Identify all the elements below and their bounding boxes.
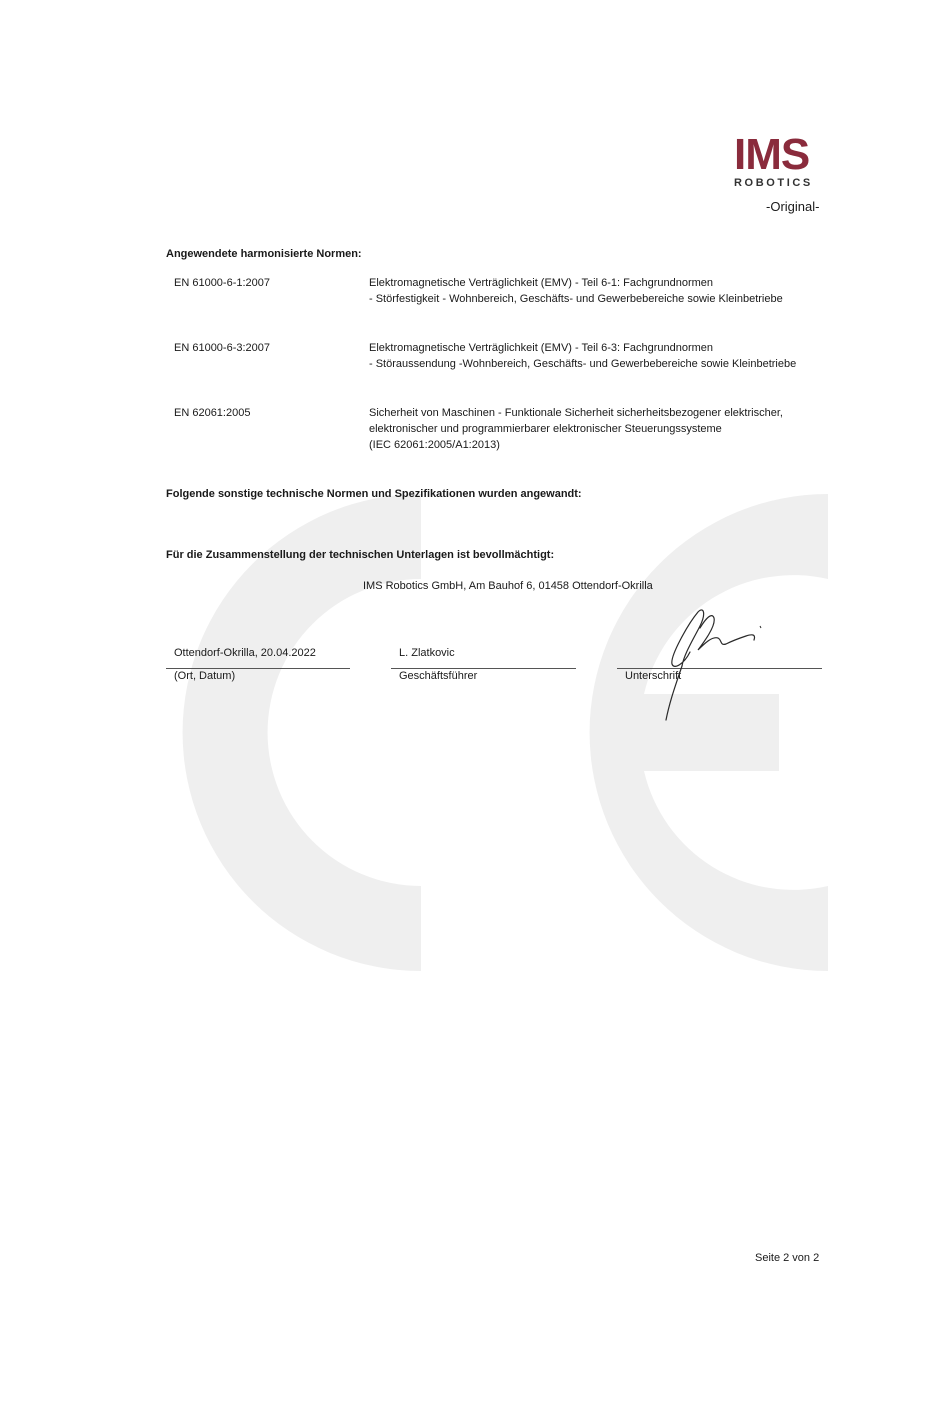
company-address: IMS Robotics GmbH, Am Bauhof 6, 01458 Ottendorf-Okrilla [363,580,653,592]
page-number: Seite 2 von 2 [755,1252,820,1264]
signatory-name: L. Zlatkovic [399,647,455,659]
norm-code: EN 62061:2005 [174,407,251,419]
other-norms-heading: Folgende sonstige technische Normen und Spezifikationen wurden angewandt: [166,488,582,500]
place-date-line [166,668,350,669]
norm-description [369,275,839,307]
norm-description-line: Sicherheit von Maschinen - Funktionale Sicherheit sicherheitsbezogener elektrischer, [369,407,783,419]
norm-description-line: Elektromagnetische Verträglichkeit (EMV) - Teil 6-1: Fachgrundnormen [369,277,714,289]
place-date: Ottendorf-Okrilla, 20.04.2022 [174,647,316,659]
norm-code: EN 61000-6-1:2007 [174,277,271,289]
norm-description [369,340,839,372]
original-label: -Original- [766,199,820,214]
handwritten-signature [660,604,770,722]
signature-caption: Unterschrift [625,670,682,682]
place-date-caption: (Ort, Datum) [174,670,236,682]
norm-description-line: - Störfestigkeit - Wohnbereich, Geschäfts- und Gewerbebereiche sowie Kleinbetriebe [369,293,783,305]
documentation-heading: Für die Zusammenstellung der technischen Unterlagen ist bevollmächtigt: [166,549,555,561]
signatory-role-caption: Geschäftsführer [399,670,478,682]
norm-description-line: Elektromagnetische Verträglichkeit (EMV) - Teil 6-3: Fachgrundnormen [369,342,714,354]
signatory-name-line [391,668,576,669]
logo-main-text: IMS [734,130,810,179]
norm-description [369,405,839,453]
logo-sub-text: ROBOTICS [734,177,813,189]
norm-description-line: - Störaussendung -Wohnbereich, Geschäfts- und Gewerbebereiche sowie Kleinbetriebe [369,358,797,370]
company-logo [734,130,828,189]
harmonized-norms-heading: Angewendete harmonisierte Normen: [166,248,362,260]
norm-description-line: (IEC 62061:2005/A1:2013) [369,439,500,451]
norm-code: EN 61000-6-3:2007 [174,342,271,354]
norm-description-line: elektronischer und programmierbarer elektronischer Steuerungssysteme [369,423,722,435]
ce-mark-watermark [160,494,828,971]
